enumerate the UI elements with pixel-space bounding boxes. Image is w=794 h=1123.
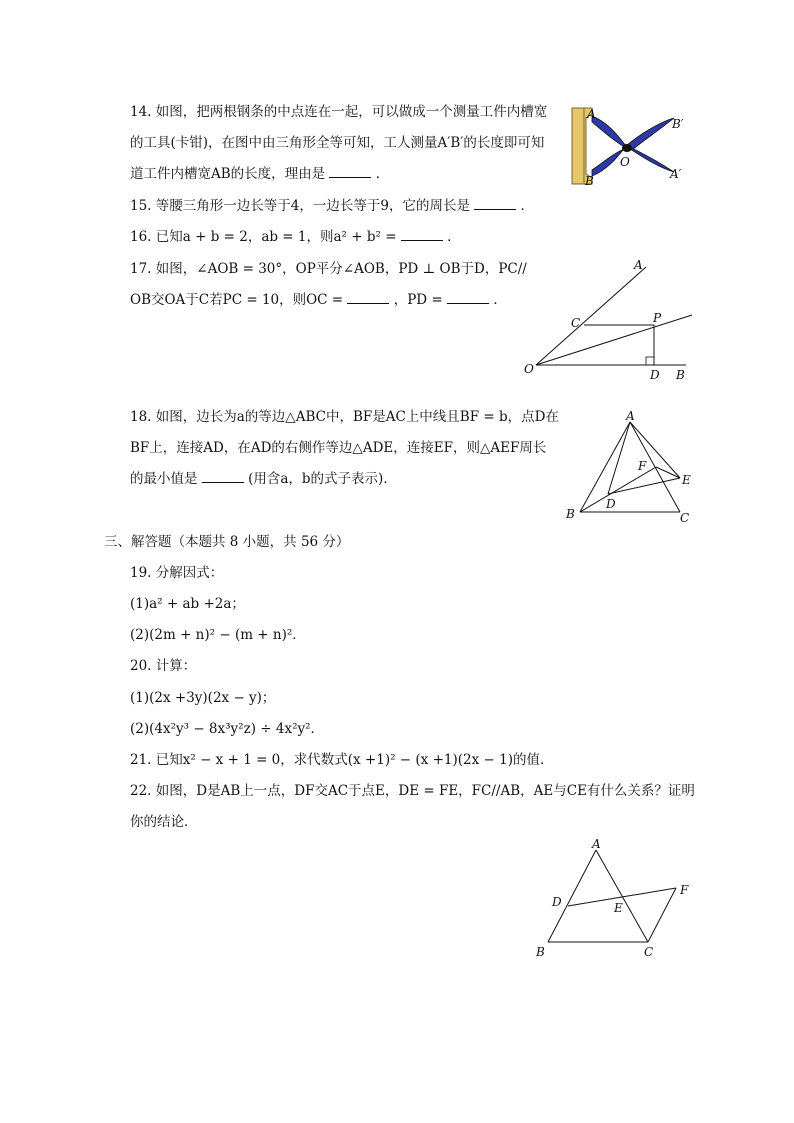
q15-line xyxy=(130,197,534,215)
q20-part-2: (2)(4x²y³ − 8x³y²z) ÷ 4x²y²． xyxy=(130,721,325,737)
q20-title: 20. 计算： xyxy=(130,658,197,674)
q15-end: ． xyxy=(520,198,535,214)
q14-line-3 xyxy=(130,165,389,183)
q17-pd-blank[interactable] xyxy=(447,291,489,304)
q18-label-E: E xyxy=(682,473,691,487)
q17-line-2b: ，PD = xyxy=(393,292,443,308)
q18-label-B: B xyxy=(566,507,575,521)
q17-label-O: O xyxy=(524,362,534,376)
q20-part-1: (1)(2x +3y)(2x − y)； xyxy=(130,690,276,706)
q22-parallelogram-figure xyxy=(530,834,700,968)
q18-label-D: D xyxy=(606,497,616,511)
q17-line-2 xyxy=(130,291,507,309)
q16-end: ． xyxy=(447,229,461,245)
q15-text: 15. 等腰三角形一边长等于4，一边长等于9，它的周长是 xyxy=(130,198,470,214)
q15-answer-blank[interactable] xyxy=(474,197,516,210)
q17-line-1: 17. 如图，∠AOB = 30°，OP平分∠AOB，PD ⊥ OB于D，PC// xyxy=(130,261,527,277)
q22-label-B: B xyxy=(536,945,545,959)
q22-label-E: E xyxy=(614,901,623,915)
q14-answer-blank[interactable] xyxy=(329,165,371,178)
q14-line-1: 14. 如图，把两根钢条的中点连在一起，可以做成一个测量工件内槽宽 xyxy=(130,104,548,120)
q17-label-A: A xyxy=(634,258,643,272)
q18-line-3b: (用含a，b的式子表示)． xyxy=(248,471,397,487)
q17-label-C: C xyxy=(571,316,581,330)
q19-part-2: (2)(2m + n)² − (m + n)²． xyxy=(130,627,306,643)
q21-text: 21. 已知x² − x + 1 = 0，求代数式(x +1)² − (x +1)(2x − 1)的值． xyxy=(130,752,554,768)
section-3-title: 三、解答题（本题共 8 小题，共 56 分） xyxy=(104,534,350,550)
q18-answer-blank[interactable] xyxy=(202,470,244,483)
q14-label-A-prime: A′ xyxy=(670,167,682,181)
q14-line-3-end: ． xyxy=(375,166,390,182)
q22-label-D: D xyxy=(552,895,562,909)
q17-line-2a: OB交OA于C若PC = 10，则OC = xyxy=(130,292,344,308)
q22-line-2: 你的结论． xyxy=(130,814,198,830)
q16-text: 16. 已知a + b = 2，ab = 1，则a² + b² = xyxy=(130,229,397,245)
q19-part-1: (1)a² + ab +2a； xyxy=(130,596,245,612)
q18-line-3 xyxy=(130,470,397,488)
q19-title: 19. 分解因式： xyxy=(130,565,224,581)
q22-label-A: A xyxy=(592,837,601,851)
q18-triangle-figure xyxy=(560,404,700,532)
q22-label-F: F xyxy=(680,883,689,897)
q17-oc-blank[interactable] xyxy=(347,291,389,304)
q17-label-P: P xyxy=(653,311,662,325)
q18-line-2: BF上，连接AD，在AD的右侧作等边△ADE，连接EF，则△AEF周长 xyxy=(130,440,547,456)
q14-label-B-prime: B′ xyxy=(672,117,684,131)
q14-label-A: A xyxy=(587,107,596,121)
q14-caliper-figure xyxy=(562,104,694,194)
q17-line-2-end: ． xyxy=(493,292,507,308)
q18-label-A: A xyxy=(626,409,635,423)
q14-line-2: 的工具(卡钳)，在图中由三角形全等可知，工人测量A′B′的长度即可知 xyxy=(130,135,545,151)
q14-label-B: B xyxy=(585,174,594,188)
q14-line-3-text: 道工件内槽宽AB的长度，理由是 xyxy=(130,166,326,182)
q17-angle-figure xyxy=(518,255,700,389)
q16-line xyxy=(130,228,461,246)
q18-line-1: 18. 如图，边长为a的等边△ABC中，BF是AC上中线且BF = b，点D在 xyxy=(130,409,559,425)
q17-label-D: D xyxy=(650,368,660,382)
q18-label-F: F xyxy=(638,459,647,473)
q14-label-O: O xyxy=(620,155,630,169)
q16-answer-blank[interactable] xyxy=(401,228,443,241)
q17-label-B: B xyxy=(676,368,685,382)
q22-label-C: C xyxy=(644,945,654,959)
q18-line-3a: 的最小值是 xyxy=(130,471,198,487)
q18-label-C: C xyxy=(680,511,690,525)
q22-line-1: 22. 如图，D是AB上一点，DF交AC于点E，DE = FE，FC//AB，AE与CE有什么关系？证明 xyxy=(130,783,695,799)
